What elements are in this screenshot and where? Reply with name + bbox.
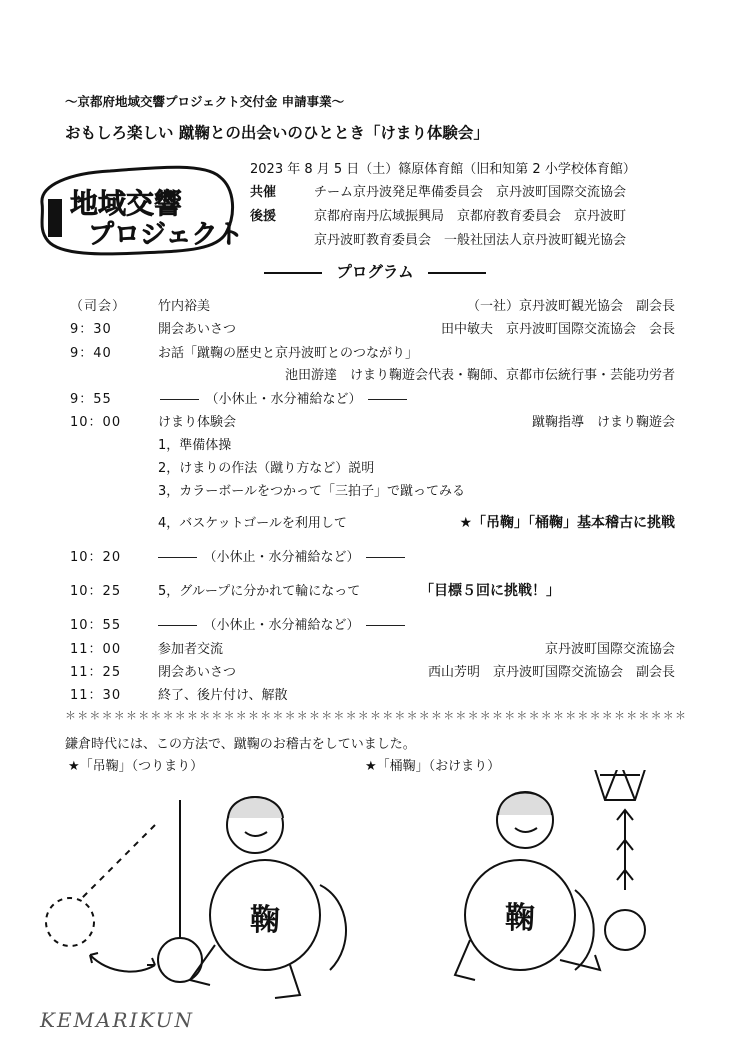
program-row: （司会） 竹内裕美 （一社）京丹波町観光協会 副会長	[70, 299, 675, 314]
rising-ball	[605, 910, 645, 950]
program-row: 2，けまりの作法（蹴り方など）説明	[158, 461, 375, 476]
pendulum-dashed-line	[80, 825, 155, 900]
program-row: 9：40 お話「蹴鞠の歴史と京丹波町とのつながり」	[70, 346, 419, 361]
ball-glyph-left: 鞠	[250, 903, 280, 938]
project-logo	[30, 155, 242, 260]
program-row: 3，カラーボールをつかって「三拍子」で蹴ってみる	[158, 484, 466, 499]
program-row: 9：30 開会あいさつ 田中敏夫 京丹波町国際交流協会 会長	[70, 322, 675, 337]
up-arrow	[617, 810, 633, 890]
organizers: チーム京丹波発足準備委員会 京丹波町国際交流協会	[314, 185, 627, 200]
support-line1: 京都府南丹広域振興局 京都府教育委員会 京丹波町	[314, 209, 627, 224]
hanging-ball	[158, 938, 202, 982]
program-row: 11：00 参加者交流 京丹波町国際交流協会	[70, 642, 675, 657]
kemari-illustration	[0, 770, 750, 1010]
logo-text-line1: 地域交響	[70, 187, 183, 220]
program-row: 4，バスケットゴールを利用して ★「吊鞠」「桶鞠」基本稽古に挑戦	[158, 515, 675, 531]
dashed-ball	[46, 898, 94, 946]
organizer-label: 共催	[250, 185, 277, 200]
logo-text-line2: プロジェクト	[88, 220, 242, 250]
heading-rule-right	[428, 272, 486, 274]
program-row: 1，準備体操	[158, 438, 232, 453]
star-separator: ＊＊＊＊＊＊＊＊＊＊＊＊＊＊＊＊＊＊＊＊＊＊＊＊＊＊＊＊＊＊＊＊＊＊＊＊＊＊＊＊＊＊＊＊＊＊＊＊＊＊＊	[65, 709, 688, 722]
program-row: 10：25 5，グループに分かれて輪になって 「目標５回に挑戦！」	[70, 583, 560, 599]
program-row: 10：20 ――― （小休止・水分補給など） ―――	[70, 550, 406, 565]
program-row: 10：55 ――― （小休止・水分補給など） ―――	[70, 618, 406, 633]
kemarikun-signature: KEMARIKUN	[40, 1008, 195, 1032]
basket-net	[592, 770, 648, 800]
history-note: 鎌倉時代には、この方法で、蹴鞠のお稽古をしていました。	[65, 737, 416, 752]
swing-arrow	[90, 955, 155, 972]
support-label: 後援	[250, 209, 277, 224]
heading-rule-left	[264, 272, 322, 274]
program-row: 9：55 ――― （小休止・水分補給など） ―――	[70, 392, 408, 407]
date-venue: 2023 年 8 月 5 日（土）篠原体育館（旧和知第 2 小学校体育館）	[250, 162, 636, 177]
tsurimari-label: ★「吊鞠」（つりまり）	[68, 759, 204, 774]
program-row: 10：00 けまり体験会 蹴鞠指導 けまり鞠遊会	[70, 415, 675, 430]
okemari-label: ★「桶鞠」（おけまり）	[365, 759, 501, 774]
ball-glyph-right: 鞠	[505, 901, 535, 936]
program-row: 11：25 閉会あいさつ 西山芳明 京丹波町国際交流協会 副会長	[70, 665, 675, 680]
program-heading: プログラム	[0, 260, 750, 282]
program-row: 11：30 終了、後片付け、解散	[70, 688, 288, 703]
event-title: おもしろ楽しい 蹴鞠との出会いのひととき「けまり体験会」	[65, 124, 489, 142]
program-row: 池田游達 けまり鞠遊会代表・鞠師、京都市伝統行事・芸能功労者	[284, 368, 675, 383]
support-line2: 京丹波町教育委員会 一般社団法人京丹波町観光協会	[314, 233, 627, 248]
event-subtitle: ～京都府地域交響プロジェクト交付金 申請事業～	[65, 94, 345, 109]
